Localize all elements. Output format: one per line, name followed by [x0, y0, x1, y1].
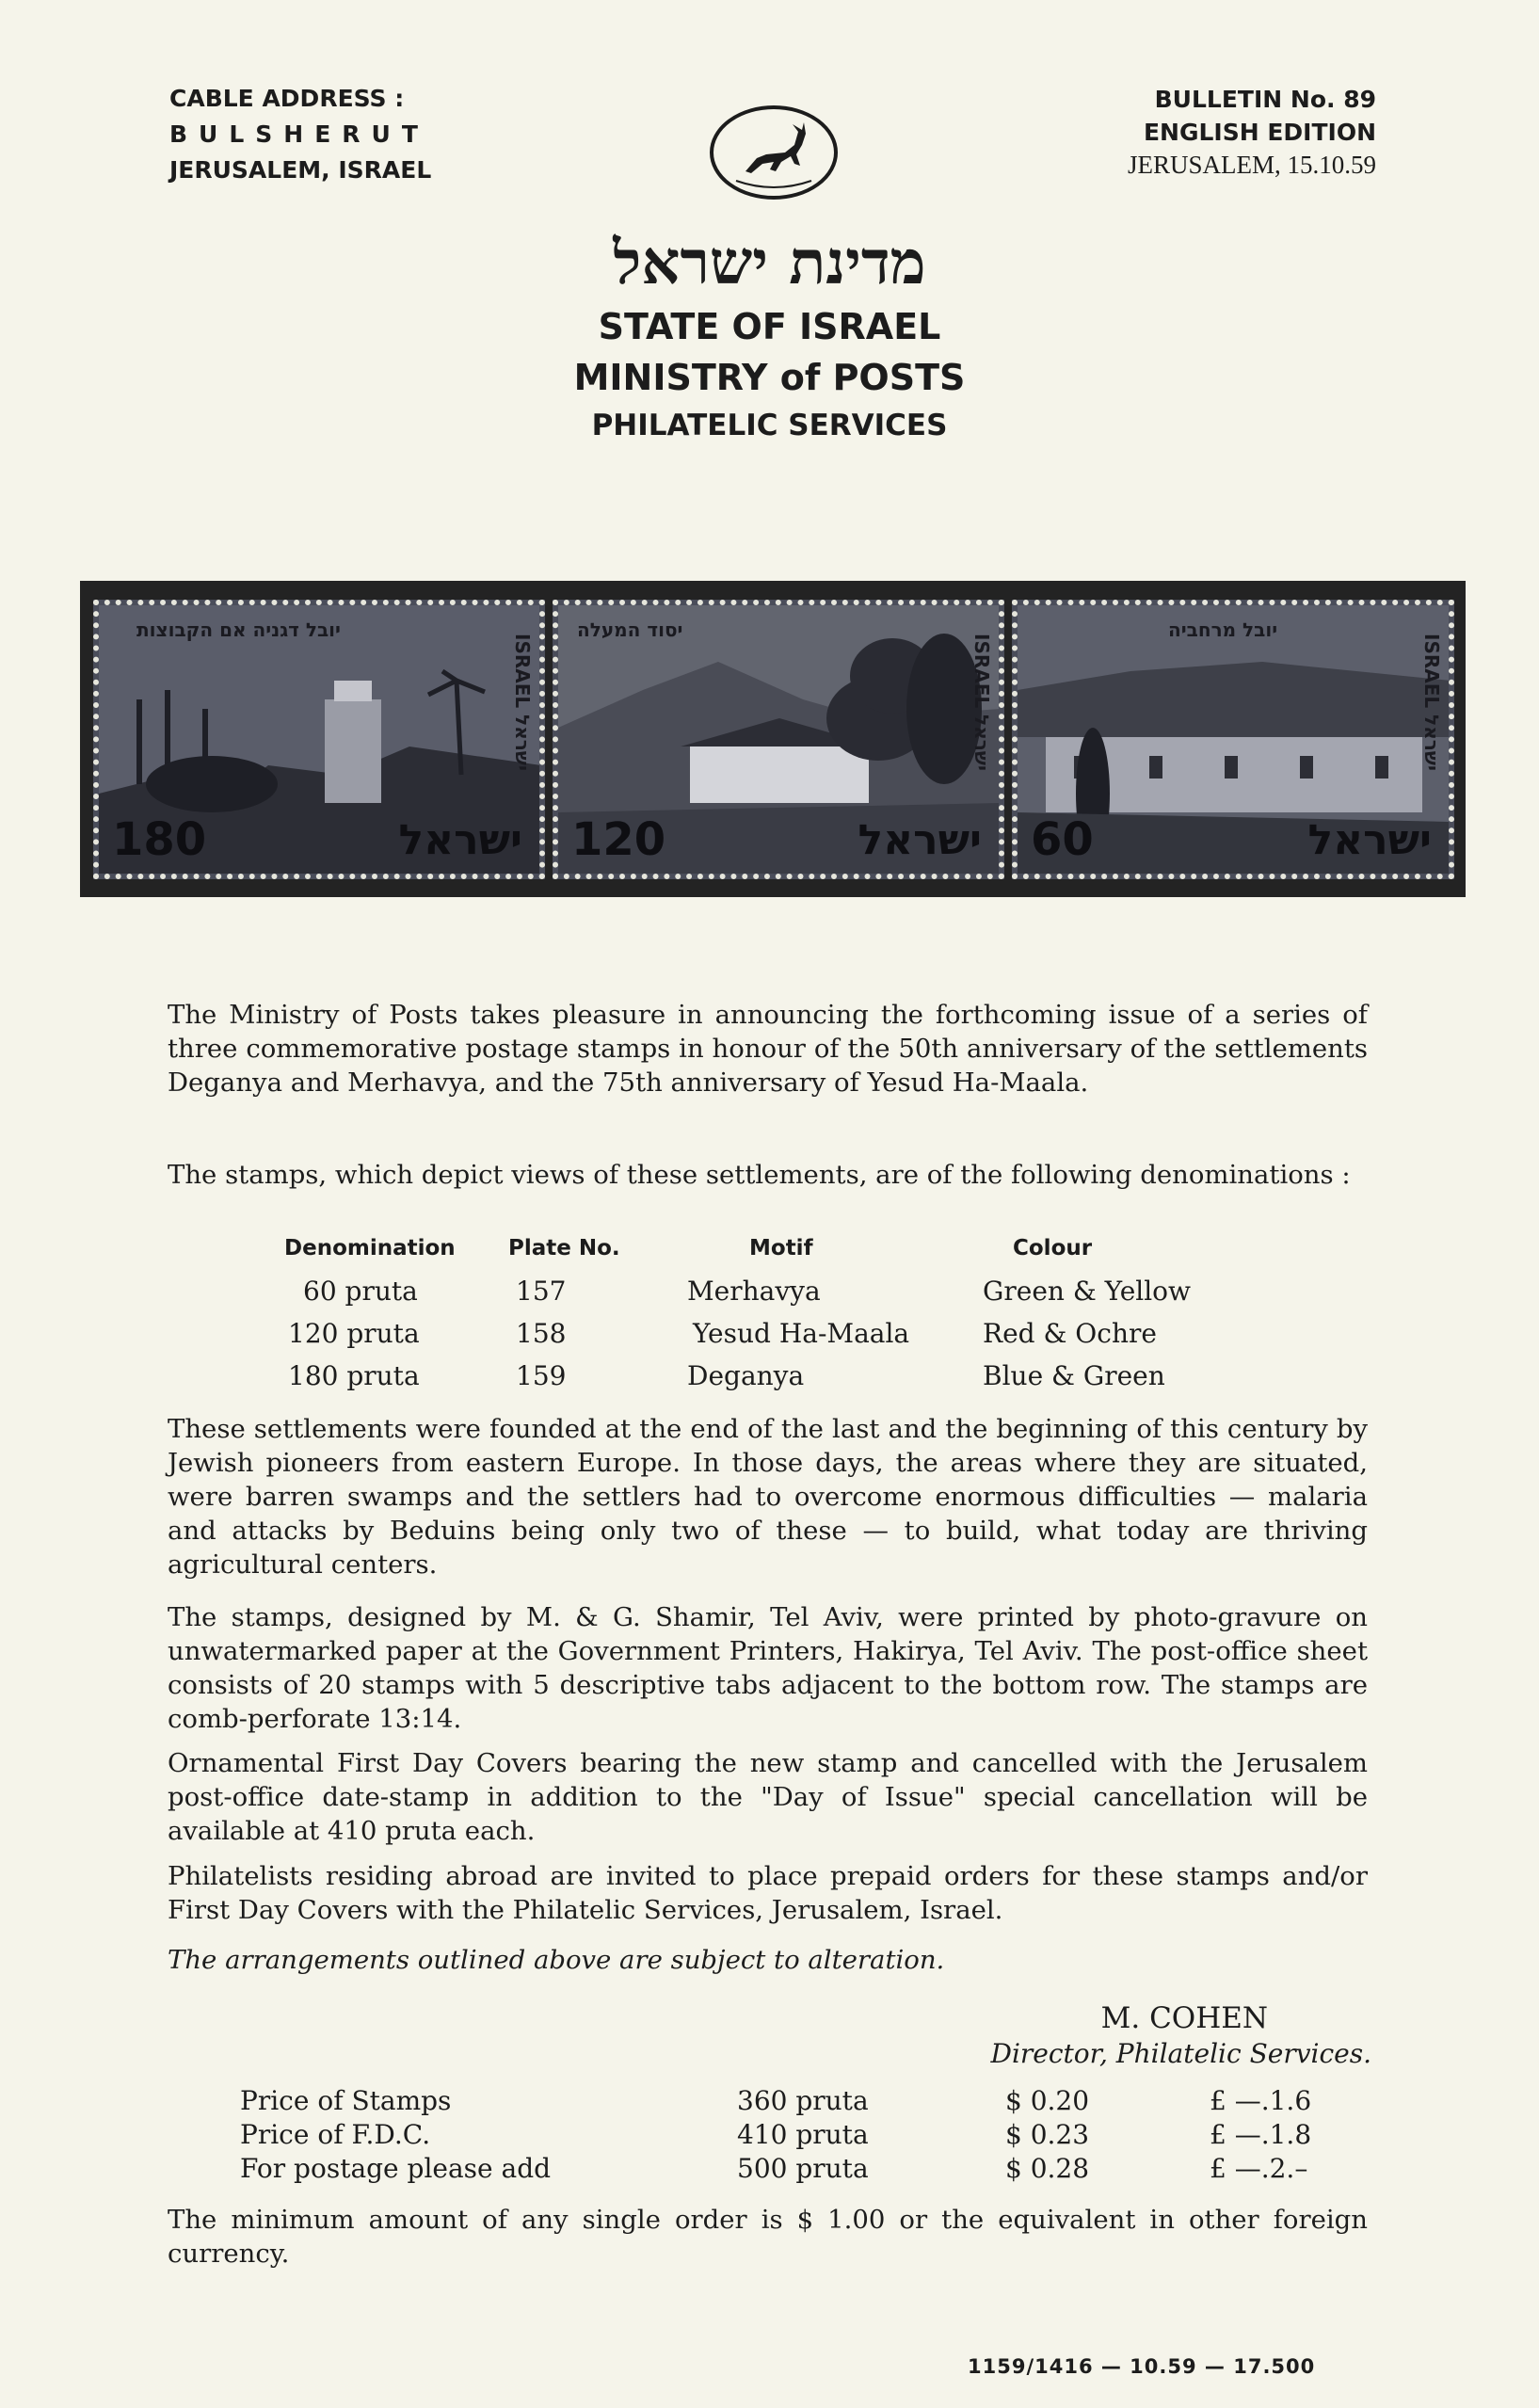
title-block: [0, 226, 1539, 448]
bulletin-date: JERUSALEM, 15.10.59: [1127, 151, 1376, 179]
deer-emblem-icon: [708, 104, 840, 202]
cable-city: JERUSALEM, ISRAEL: [169, 156, 432, 184]
price-usd: $ 0.20: [1005, 2085, 1090, 2116]
table-cell: Deganya: [687, 1360, 805, 1391]
table-header: Plate No.: [508, 1236, 620, 1260]
alteration-note: The arrangements outlined above are subject to alteration.: [168, 1945, 945, 1975]
table-cell: 157: [516, 1276, 567, 1307]
table-cell: 60 pruta: [303, 1276, 418, 1307]
price-gbp: £ —.2.–: [1210, 2153, 1308, 2184]
bulletin-number: BULLETIN No. 89: [1154, 86, 1376, 113]
stamp-value: 120: [571, 813, 666, 866]
stamp-country: ישראל: [858, 816, 982, 864]
stamp-yesud-ha-maala: [553, 600, 1004, 879]
orders-paragraph: Philatelists residing abroad are invited to place prepaid orders for these stamps and/or First Day Covers with the Philatelic Services, Jerusalem, Israel.: [168, 1861, 1368, 1925]
table-cell: 159: [516, 1360, 567, 1391]
minimum-order-paragraph: The minimum amount of any single order is $ 1.00 or the equivalent in other foreign currency.: [168, 2205, 1368, 2269]
cable-label: CABLE ADDRESS :: [169, 85, 405, 112]
signatory-name: M. COHEN: [1100, 2001, 1268, 2035]
table-cell: 120 pruta: [288, 1318, 420, 1349]
history-paragraph: These settlements were founded at the end of the last and the beginning of this century by Jewish pioneers from eastern Europe. In those days, the areas where they are situated, were barren swamps and the settlers had to overcome enormous difficulties — malaria and attacks by Beduins being only two of these — to build, what today are thriving agricultural centers.: [168, 1414, 1368, 1580]
table-header: Motif: [749, 1236, 813, 1260]
table-cell: Blue & Green: [983, 1360, 1165, 1391]
cable-address-block: [169, 81, 431, 188]
price-pruta: 500 pruta: [737, 2153, 869, 2184]
printing-paragraph: The stamps, designed by M. & G. Shamir, Tel Aviv, were printed by photo-gravure on unwatermarked paper at the Government Printers, Hakirya, Tel Aviv. The post-office sheet consists of 20 stamps with 5 descriptive tabs adjacent to the bottom row. The stamps are comb-perforate 13:14.: [168, 1602, 1368, 1734]
price-gbp: £ —.1.8: [1210, 2119, 1312, 2150]
stamp-caption: יסוד המעלה: [577, 618, 683, 641]
table-header: Colour: [1013, 1236, 1093, 1260]
price-label: Price of Stamps: [240, 2085, 452, 2116]
fdc-paragraph: Ornamental First Day Covers bearing the new stamp and cancelled with the Jerusalem post-office date-stamp in addition to the "Day of Issue" special cancellation will be available at 410 pruta each.: [168, 1748, 1368, 1846]
bulletin-block: [1128, 83, 1376, 182]
price-pruta: 360 pruta: [737, 2085, 869, 2116]
stamp-strip: [80, 581, 1466, 897]
stamp-country: ישראל: [398, 816, 522, 864]
signature-block: [991, 1999, 1371, 2071]
signatory-role: Director, Philatelic Services.: [990, 2038, 1371, 2069]
table-cell: Green & Yellow: [983, 1276, 1192, 1307]
table-cell: Yesud Ha-Maala: [693, 1318, 910, 1349]
stamp-country: ישראל: [1307, 816, 1432, 864]
price-usd: $ 0.28: [1005, 2153, 1090, 2184]
intro-paragraph: The Ministry of Posts takes pleasure in announcing the forthcoming issue of a series of three commemorative postage stamps in honour of the 50th anniversary of the settlements Deganya and Merhavya, and the 75th anniversary of Yesud Ha-Maala.: [168, 1000, 1368, 1098]
service-title: PHILATELIC SERVICES: [591, 409, 948, 442]
state-title: STATE OF ISRAEL: [598, 306, 941, 347]
stamp-deganya: [93, 600, 545, 879]
stamp-caption: יובל דגניה אם הקבוצות: [136, 618, 341, 641]
price-gbp: £ —.1.6: [1210, 2085, 1312, 2116]
stamp-merhavya: [1012, 600, 1454, 879]
table-cell: Merhavya: [687, 1276, 821, 1307]
table-cell: 180 pruta: [288, 1360, 420, 1391]
price-pruta: 410 pruta: [737, 2119, 869, 2150]
table-cell: 158: [516, 1318, 567, 1349]
stamp-value: 60: [1031, 813, 1094, 866]
table-cell: Red & Ochre: [983, 1318, 1157, 1349]
price-usd: $ 0.23: [1005, 2119, 1090, 2150]
edition: ENGLISH EDITION: [1143, 119, 1376, 146]
print-reference: 1159/1416 — 10.59 — 17.500: [968, 2355, 1316, 2378]
table-header: Denomination: [284, 1236, 456, 1260]
stamp-caption: יובל מרחביה: [1168, 618, 1278, 641]
stamp-side-text: ISRAEL ישראל: [511, 634, 534, 771]
stamp-side-text: ISRAEL ישראל: [1420, 634, 1443, 771]
ministry-title: MINISTRY of POSTS: [573, 357, 966, 398]
hebrew-title: מדינת ישראל: [613, 228, 926, 298]
stamp-side-text: ISRAEL ישראל: [970, 634, 993, 771]
denominations-intro-paragraph: The stamps, which depict views of these settlements, are of the following denominations :: [168, 1160, 1351, 1190]
cable-name: BULSHERUT: [169, 120, 429, 148]
price-label: For postage please add: [240, 2153, 552, 2184]
price-label: Price of F.D.C.: [240, 2119, 431, 2150]
stamp-value: 180: [112, 813, 207, 866]
